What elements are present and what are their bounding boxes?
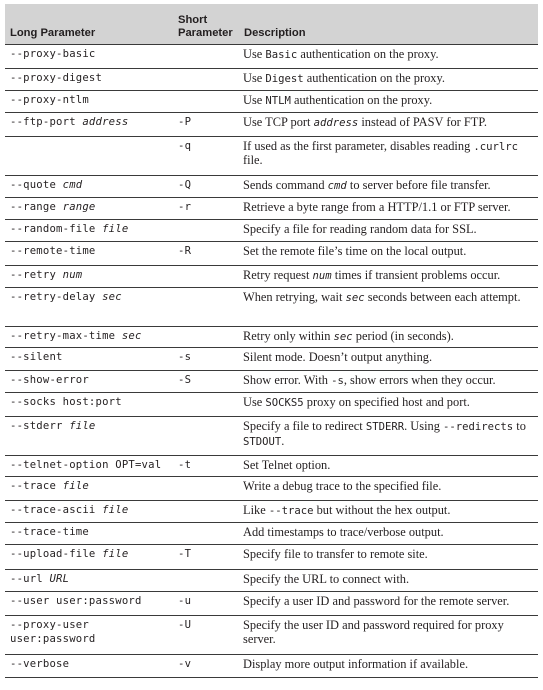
argument-placeholder: URL [49, 573, 70, 586]
description-text: Like [243, 503, 269, 518]
description-cell [239, 326, 538, 348]
description-text: Write a debug trace to the specified file. [243, 479, 442, 494]
description-text: Add timestamps to trace/verbose output. [243, 525, 444, 540]
description-cell [239, 197, 538, 219]
short-parameter-cell: -q [176, 136, 239, 175]
short-parameter-cell [176, 68, 239, 90]
long-parameter-cell [5, 265, 176, 287]
table-header [5, 4, 538, 44]
option-text: --proxy-ntlm [10, 93, 89, 106]
table-row [5, 241, 538, 265]
description-cell [239, 456, 538, 477]
description-cell [239, 175, 538, 197]
short-parameter-cell: -U [176, 616, 239, 655]
short-parameter-cell: -Q [176, 175, 239, 197]
code-placeholder: sec [345, 291, 365, 304]
option-text: --proxy-user user:password [10, 619, 96, 645]
description-text: . Using [404, 419, 444, 434]
code-term: STDERR [365, 421, 405, 434]
long-parameter-cell [5, 136, 176, 175]
header-row [5, 4, 538, 44]
long-parameter-cell [5, 545, 176, 570]
description-text: seconds between each attempt. [364, 289, 521, 304]
description-text: period (in seconds). [352, 328, 454, 343]
description-text: Sends command [243, 177, 328, 192]
long-parameter-cell [5, 112, 176, 136]
option-text: --stderr [10, 420, 70, 433]
short-parameter-cell: -r [176, 197, 239, 219]
short-parameter-cell: -v [176, 655, 239, 678]
option-text: --random-file [10, 222, 103, 235]
code-placeholder: address [313, 116, 359, 129]
long-parameter-cell [5, 570, 176, 592]
description-text: Set the remote file’s time on the local output. [243, 243, 467, 258]
description-text: file. [243, 153, 263, 168]
description-text: Specify the user ID and password required for proxy server. [243, 618, 504, 646]
long-parameter-cell [5, 287, 176, 326]
description-cell [239, 348, 538, 371]
short-parameter-cell: -P [176, 112, 239, 136]
table-row [5, 523, 538, 545]
table-row [5, 655, 538, 678]
code-term: --redirects [443, 421, 514, 434]
long-parameter-cell [5, 477, 176, 501]
code-term: -s [331, 375, 344, 388]
long-parameter-cell [5, 592, 176, 616]
description-text: instead of PASV for FTP. [358, 114, 487, 129]
description-text: Retry request [243, 267, 313, 282]
table-body [5, 44, 538, 678]
description-cell [239, 44, 538, 68]
description-text: Use [243, 92, 266, 107]
option-text: --quote [10, 178, 63, 191]
option-text: --url [10, 573, 50, 586]
short-parameter-cell [176, 393, 239, 417]
argument-placeholder: range [62, 200, 96, 213]
short-parameter-cell [176, 326, 239, 348]
description-cell [239, 417, 538, 456]
description-cell [239, 68, 538, 90]
code-term: NTLM [265, 94, 291, 107]
description-cell [239, 112, 538, 136]
argument-placeholder: address [82, 115, 129, 128]
long-parameter-cell [5, 616, 176, 655]
option-text: --trace-time [10, 526, 89, 539]
code-term: --trace [268, 505, 314, 518]
option-text: --ftp-port [10, 115, 83, 128]
table-row [5, 326, 538, 348]
option-text: --telnet-option OPT=val [10, 459, 162, 472]
description-cell [239, 477, 538, 501]
description-header: Description [239, 4, 538, 44]
description-cell [239, 90, 538, 112]
table-row [5, 570, 538, 592]
table-row [5, 44, 538, 68]
option-text: --remote-time [10, 244, 96, 257]
option-text: --trace-ascii [10, 504, 103, 517]
description-text: When retrying, wait [243, 289, 346, 304]
table-row [5, 348, 538, 371]
long-parameter-cell [5, 90, 176, 112]
short-parameter-cell [176, 570, 239, 592]
option-text: --show-error [10, 374, 89, 387]
description-text: times if transient problems occur. [331, 267, 501, 282]
long-parameter-cell [5, 393, 176, 417]
description-text: , show errors when they occur. [343, 373, 496, 388]
table-row [5, 175, 538, 197]
short-parameter-cell [176, 90, 239, 112]
description-text: . [281, 433, 285, 448]
description-text: authentication on the proxy. [303, 70, 445, 85]
long-parameter-header: Long Parameter [5, 4, 176, 44]
option-text: --proxy-basic [10, 47, 96, 60]
short-parameter-cell [176, 287, 239, 326]
description-text: Use [243, 70, 266, 85]
description-cell [239, 523, 538, 545]
long-parameter-cell [5, 241, 176, 265]
code-term: STDOUT [243, 435, 282, 448]
argument-placeholder: file [69, 420, 96, 433]
option-text: --upload-file [10, 548, 103, 561]
argument-placeholder: file [62, 480, 89, 493]
short-parameter-cell [176, 219, 239, 241]
table-row [5, 417, 538, 456]
short-header-line2: Parameter [178, 26, 233, 39]
argument-placeholder: cmd [62, 178, 83, 191]
code-term: SOCKS5 [265, 397, 304, 410]
description-text: If used as the first parameter, disables reading [243, 138, 474, 153]
option-text: --retry-max-time [10, 329, 122, 342]
description-text: Show error. With [243, 373, 332, 388]
description-text: Display more output information if available. [243, 657, 469, 672]
option-text: --trace [10, 480, 63, 493]
option-text: --retry-delay [10, 290, 103, 303]
short-parameter-cell: -t [176, 456, 239, 477]
table-row [5, 501, 538, 523]
short-header-line1: Short [178, 13, 208, 26]
table-row [5, 68, 538, 90]
description-cell [239, 241, 538, 265]
long-parameter-cell [5, 348, 176, 371]
description-cell [239, 616, 538, 655]
short-parameter-cell [176, 44, 239, 68]
description-cell [239, 287, 538, 326]
code-placeholder: cmd [327, 179, 347, 192]
description-text: Retrieve a byte range from a HTTP/1.1 or FTP server. [243, 199, 511, 214]
long-parameter-cell [5, 523, 176, 545]
description-text: Specify a user ID and password for the remote server. [243, 594, 510, 609]
short-parameter-cell: -u [176, 592, 239, 616]
description-text: to [513, 419, 526, 434]
description-cell [239, 655, 538, 678]
description-text: Use [243, 395, 266, 410]
description-cell [239, 501, 538, 523]
code-term: .curlrc [473, 140, 519, 153]
option-text: --retry [10, 268, 63, 281]
long-parameter-cell [5, 655, 176, 678]
description-text: but without the hex output. [313, 503, 451, 518]
table-row [5, 393, 538, 417]
long-parameter-cell [5, 68, 176, 90]
description-cell [239, 219, 538, 241]
long-parameter-cell [5, 326, 176, 348]
table-row [5, 371, 538, 393]
option-text: --user user:password [10, 595, 142, 608]
table-row [5, 456, 538, 477]
long-parameter-cell [5, 44, 176, 68]
description-cell [239, 265, 538, 287]
short-parameter-cell [176, 265, 239, 287]
table-row [5, 265, 538, 287]
short-parameter-cell [176, 523, 239, 545]
table-row [5, 477, 538, 501]
argument-placeholder: sec [121, 329, 142, 342]
description-text: authentication on the proxy. [290, 92, 433, 107]
argument-placeholder: num [62, 268, 83, 281]
long-parameter-cell [5, 456, 176, 477]
argument-placeholder: file [102, 548, 129, 561]
code-term: Basic [265, 48, 298, 61]
option-text: --verbose [10, 658, 70, 671]
description-text: Specify a file for reading random data for SSL. [243, 221, 477, 236]
option-text: --proxy-digest [10, 71, 103, 84]
option-text: --silent [10, 351, 63, 364]
short-parameter-header [176, 4, 239, 44]
curl-parameters-table [5, 4, 538, 678]
code-placeholder: sec [333, 330, 353, 343]
description-text: proxy on specified host and port. [303, 395, 470, 410]
long-parameter-cell [5, 371, 176, 393]
description-text: Specify the URL to connect with. [243, 572, 410, 587]
argument-placeholder: file [102, 222, 129, 235]
long-parameter-cell [5, 175, 176, 197]
short-parameter-cell: -T [176, 545, 239, 570]
description-text: Use TCP port [243, 114, 314, 129]
description-text: authentication on the proxy. [297, 46, 439, 61]
table-row [5, 136, 538, 175]
table-row [5, 197, 538, 219]
description-text: Use [243, 46, 266, 61]
table-row [5, 545, 538, 570]
short-parameter-cell: -S [176, 371, 239, 393]
description-text: Specify file to transfer to remote site. [243, 547, 428, 562]
code-placeholder: num [312, 269, 332, 282]
argument-placeholder: file [102, 504, 129, 517]
table-row [5, 287, 538, 326]
description-cell [239, 592, 538, 616]
description-cell [239, 136, 538, 175]
short-parameter-cell [176, 417, 239, 456]
table-row [5, 592, 538, 616]
long-parameter-cell [5, 417, 176, 456]
short-parameter-cell: -R [176, 241, 239, 265]
short-parameter-cell: -s [176, 348, 239, 371]
short-parameter-cell [176, 477, 239, 501]
short-parameter-cell [176, 501, 239, 523]
option-text: --range [10, 200, 63, 213]
long-parameter-cell [5, 197, 176, 219]
table-row [5, 219, 538, 241]
description-text: to server before file transfer. [346, 177, 491, 192]
description-text: Silent mode. Doesn’t output anything. [243, 350, 433, 365]
table-row [5, 112, 538, 136]
description-text: Retry only within [243, 328, 334, 343]
description-text: Set Telnet option. [243, 458, 331, 473]
description-cell [239, 371, 538, 393]
code-term: Digest [265, 72, 304, 85]
table-row [5, 90, 538, 112]
description-cell [239, 545, 538, 570]
description-cell [239, 393, 538, 417]
option-text: --socks host:port [10, 396, 122, 409]
long-parameter-cell [5, 501, 176, 523]
description-text: Specify a file to redirect [243, 419, 366, 434]
table-row [5, 616, 538, 655]
description-cell [239, 570, 538, 592]
long-parameter-cell [5, 219, 176, 241]
argument-placeholder: sec [102, 290, 122, 303]
